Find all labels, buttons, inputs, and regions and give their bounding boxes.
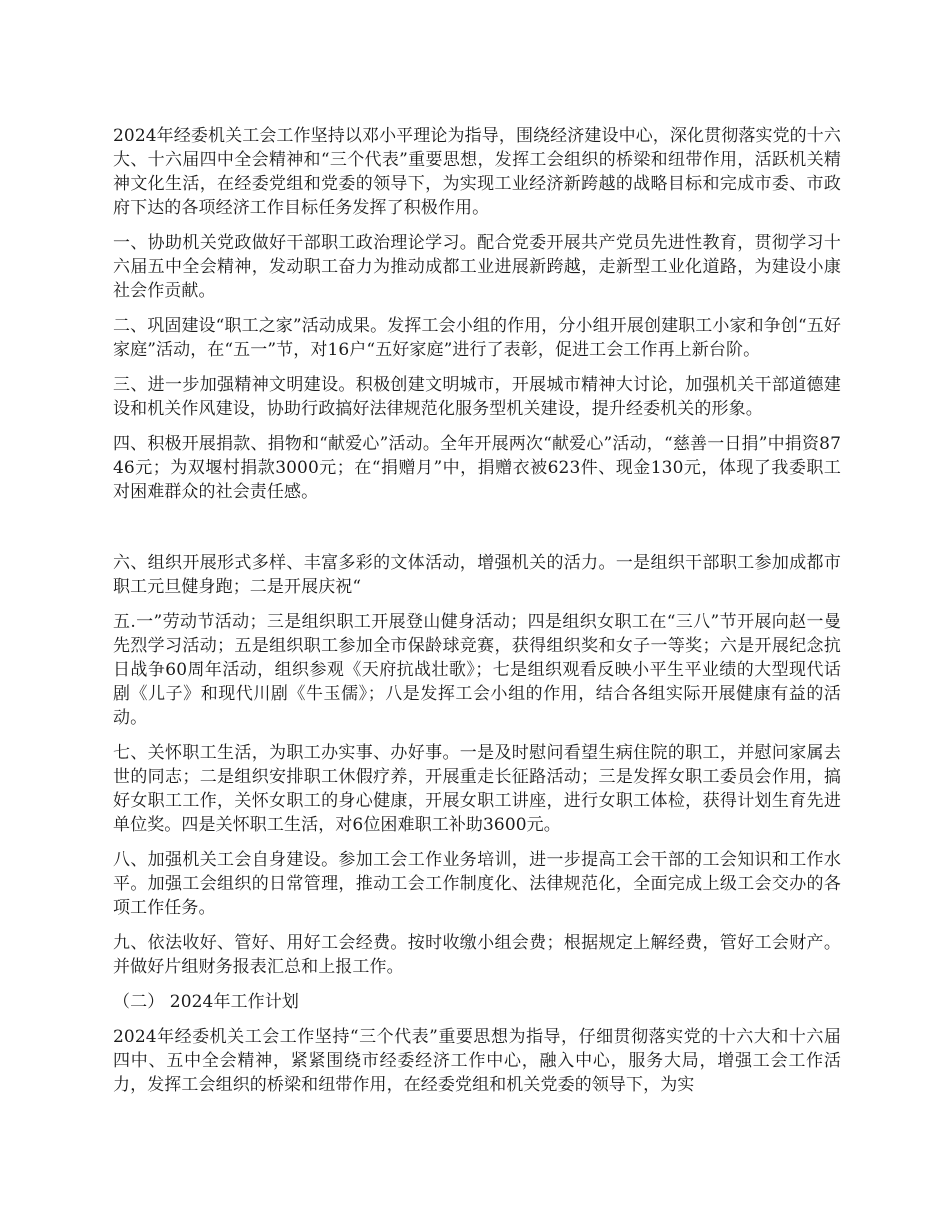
item-7-paragraph: 七、关怀职工生活，为职工办实事、办好事。一是及时慰问看望生病住院的职工，并慰问家属去世的同志；二是组织安排职工休假疗养，开展重走长征路活动；三是发挥女职工委员会作用，搞好女职工工作，关怀女职工的身心健康，开展女职工讲座，进行女职工体检，获得计划生育先进单位奖。四是关怀职工生活，对6位困难职工补助3600元。 [113,743,841,835]
document-page [113,124,841,1108]
item-8-paragraph: 八、加强机关工会自身建设。参加工会工作业务培训，进一步提高工会干部的工会知识和工作水平。加强工会组织的日常管理，推动工会工作制度化、法律规范化，全面完成上级工会交办的各项工作任务。 [113,850,841,918]
item-3-paragraph: 三、进一步加强精神文明建设。积极创建文明城市，开展城市精神大讨论，加强机关干部道德建设和机关作风建设，协助行政搞好法律规范化服务型机关建设，提升经委机关的形象。 [113,375,841,419]
item-6-continued-paragraph: 五.一”劳动节活动；三是组织职工开展登山健身活动；四是组织女职工在“三八”节开展向赵一曼先烈学习活动；五是组织职工参加全市保龄球竞赛，获得组织奖和女子一等奖；六是开展纪念抗日战争60周年活动，组织参观《天府抗战壮歌》；七是组织观看反映小平生平业绩的大型现代话剧《儿子》和现代川剧《牛玉儒》；八是发挥工会小组的作用，结合各组实际开展健康有益的活动。 [113,612,841,728]
item-2-paragraph: 二、巩固建设“职工之家”活动成果。发挥工会小组的作用，分小组开展创建职工小家和争创“五好家庭”活动，在“五一”节，对16户“五好家庭”进行了表彰，促进工会工作再上新台阶。 [113,316,841,360]
item-6-paragraph: 六、组织开展形式多样、丰富多彩的文体活动，增强机关的活力。一是组织干部职工参加成都市职工元旦健身跑；二是开展庆祝“ [113,553,841,597]
blank-gap [113,515,841,551]
item-1-paragraph: 一、协助机关党政做好干部职工政治理论学习。配合党委开展共产党员先进性教育，贯彻学习十六届五中全会精神，发动职工奋力为推动成都工业进展新跨越，走新型工业化道路，为建设小康社会作贡献。 [113,233,841,301]
item-4-paragraph: 四、积极开展捐款、捐物和“献爱心”活动。全年开展两次“献爱心”活动，“慈善一日捐”中捐资8746元；为双堰村捐款3000元；在“捐赠月”中，捐赠衣被623件、现金130元，体现了我委职工对困难群众的社会责任感。 [113,434,841,502]
intro-paragraph: 2024年经委机关工会工作坚持以邓小平理论为指导，围绕经济建设中心，深化贯彻落实党的十六大、十六届四中全会精神和“三个代表”重要思想，发挥工会组织的桥梁和纽带作用，活跃机关精神文化生活，在经委党组和党委的领导下，为实现工业经济新跨越的战略目标和完成市委、市政府下达的各项经济工作目标任务发挥了积极作用。 [113,126,841,218]
plan-paragraph: 2024年经委机关工会工作坚持“三个代表”重要思想为指导，仔细贯彻落实党的十六大和十六届四中、五中全会精神，紧紧围绕市经委经济工作中心，融入中心，服务大局，增强工会工作活力，发挥工会组织的桥梁和纽带作用，在经委党组和机关党委的领导下，为实 [113,1027,841,1095]
item-9-paragraph: 九、依法收好、管好、用好工会经费。按时收缴小组会费；根据规定上解经费，管好工会财产。并做好片组财务报表汇总和上报工作。 [113,933,841,977]
section-subheading: （二） 2024年工作计划 [113,992,299,1012]
